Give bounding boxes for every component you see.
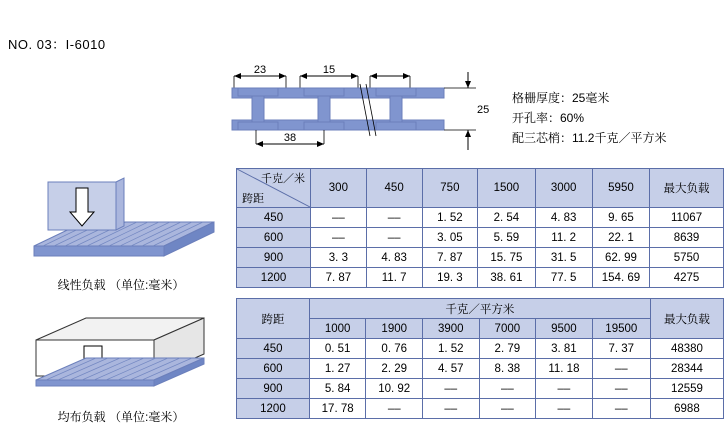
table2-col-header-5: 19500 <box>592 319 650 339</box>
table1-corner-cell <box>237 169 311 208</box>
table1-corner-top-label: 千克／米 <box>261 173 305 185</box>
table2-max-3: 6988 <box>650 399 723 419</box>
table1-cell-1-4: 11. 2 <box>535 228 592 248</box>
part-number: NO. 03：I-6010 <box>8 37 106 52</box>
table2-row-span-3: 1200 <box>237 399 310 419</box>
table2-cell-2-4: –– <box>536 379 593 399</box>
table-row <box>237 359 724 379</box>
linear-load-table <box>236 168 724 288</box>
table-row <box>237 339 724 359</box>
spec-line-thickness: 格栅厚度：25毫米 <box>512 91 610 105</box>
table1-cell-3-0: 7. 87 <box>311 268 367 288</box>
uniform-load-caption: 均布负载 （单位:毫米） <box>57 410 185 424</box>
table1-cell-0-4: 4. 83 <box>535 208 592 228</box>
table2-cell-0-0: 0. 51 <box>309 339 366 359</box>
table-header-row <box>237 299 724 319</box>
table1-col-header-2: 750 <box>422 169 478 208</box>
table2-cell-1-3: 8. 38 <box>479 359 536 379</box>
table1-row-span-2: 900 <box>237 248 311 268</box>
table2-col-header-3: 7000 <box>479 319 536 339</box>
table1-cell-2-3: 15. 75 <box>478 248 535 268</box>
table2-cell-1-1: 2. 29 <box>366 359 423 379</box>
spec-line-open-ratio: 开孔率：60% <box>512 111 585 125</box>
table1-row-span-0: 450 <box>237 208 311 228</box>
table-row <box>237 379 724 399</box>
uniform-load-table <box>236 298 724 419</box>
grating-cross-section-drawing <box>228 58 508 158</box>
spec-line-weight: 配三芯梢：11.2千克／平方米 <box>512 131 667 145</box>
table1-cell-1-1: –– <box>366 228 422 248</box>
table1-cell-3-1: 11. 7 <box>366 268 422 288</box>
table1-cell-2-2: 7. 87 <box>422 248 478 268</box>
table2-cell-0-3: 2. 79 <box>479 339 536 359</box>
table2-cell-0-2: 1. 52 <box>423 339 480 359</box>
table-row <box>237 268 724 288</box>
table1-cell-2-5: 62. 99 <box>592 248 649 268</box>
table2-max-load-header: 最大负载 <box>650 299 723 339</box>
table1-cell-2-0: 3. 3 <box>311 248 367 268</box>
table1-cell-0-0: –– <box>311 208 367 228</box>
table2-cell-3-1: –– <box>366 399 423 419</box>
table-header-row <box>237 169 724 208</box>
table1-corner-bottom-label: 跨距 <box>242 193 264 205</box>
table2-col-header-0: 1000 <box>309 319 366 339</box>
table-row <box>237 208 724 228</box>
table1-max-3: 4275 <box>650 268 724 288</box>
table2-cell-3-2: –– <box>423 399 480 419</box>
table1-cell-3-2: 19. 3 <box>422 268 478 288</box>
table2-cell-2-5: –– <box>592 379 650 399</box>
table1-cell-1-5: 22. 1 <box>592 228 649 248</box>
table2-max-2: 12559 <box>650 379 723 399</box>
table1-col-header-0: 300 <box>311 169 367 208</box>
table1-cell-0-5: 9. 65 <box>592 208 649 228</box>
table-row <box>237 399 724 419</box>
table2-cell-3-0: 17. 78 <box>309 399 366 419</box>
table1-row-span-1: 600 <box>237 228 311 248</box>
svg-text:38: 38 <box>283 132 297 144</box>
svg-text:25: 25 <box>477 104 490 116</box>
table2-max-0: 48380 <box>650 339 723 359</box>
table1-max-load-header: 最大负载 <box>650 169 724 208</box>
table2-cell-3-3: –– <box>479 399 536 419</box>
table2-span-header: 跨距 <box>237 299 310 339</box>
table2-col-header-1: 1900 <box>366 319 423 339</box>
table1-cell-2-4: 31. 5 <box>535 248 592 268</box>
table2-cell-0-4: 3. 81 <box>536 339 593 359</box>
table2-col-header-4: 9500 <box>536 319 593 339</box>
table2-cell-1-5: –– <box>592 359 650 379</box>
table1-col-header-5: 5950 <box>592 169 649 208</box>
table1-col-header-4: 3000 <box>535 169 592 208</box>
table1-cell-1-2: 3. 05 <box>422 228 478 248</box>
table2-cell-0-1: 0. 76 <box>366 339 423 359</box>
spec-text-block <box>512 88 666 148</box>
table1-cell-3-5: 154. 69 <box>592 268 649 288</box>
table1-cell-0-2: 1. 52 <box>422 208 478 228</box>
table2-cell-2-1: 10. 92 <box>366 379 423 399</box>
table1-col-header-1: 450 <box>366 169 422 208</box>
table2-group-header: 千克／平方米 <box>309 299 650 319</box>
table1-cell-0-3: 2. 54 <box>478 208 535 228</box>
table2-cell-3-4: –– <box>536 399 593 419</box>
table1-cell-0-1: –– <box>366 208 422 228</box>
table2-cell-2-3: –– <box>479 379 536 399</box>
table1-max-2: 5750 <box>650 248 724 268</box>
table2-max-1: 28344 <box>650 359 723 379</box>
svg-text:23: 23 <box>253 64 267 76</box>
table2-cell-1-4: 11. 18 <box>536 359 593 379</box>
table2-cell-2-0: 5. 84 <box>309 379 366 399</box>
table2-row-span-2: 900 <box>237 379 310 399</box>
table1-cell-2-1: 4. 83 <box>366 248 422 268</box>
table1-cell-3-3: 38. 61 <box>478 268 535 288</box>
table2-col-header-2: 3900 <box>423 319 480 339</box>
table2-cell-2-2: –– <box>423 379 480 399</box>
table2-row-span-1: 600 <box>237 359 310 379</box>
table1-cell-3-4: 77. 5 <box>535 268 592 288</box>
table1-col-header-3: 1500 <box>478 169 535 208</box>
table2-cell-1-2: 4. 57 <box>423 359 480 379</box>
uniform-load-illustration <box>14 306 224 402</box>
table-row <box>237 228 724 248</box>
svg-text:15: 15 <box>322 64 336 76</box>
linear-load-illustration <box>14 176 224 272</box>
table2-cell-3-5: –– <box>592 399 650 419</box>
table1-max-0: 11067 <box>650 208 724 228</box>
linear-load-caption: 线性负载 （单位:毫米） <box>57 278 185 292</box>
table1-cell-1-0: –– <box>311 228 367 248</box>
table1-row-span-3: 1200 <box>237 268 311 288</box>
table1-cell-1-3: 5. 59 <box>478 228 535 248</box>
table2-cell-1-0: 1. 27 <box>309 359 366 379</box>
table2-cell-0-5: 7. 37 <box>592 339 650 359</box>
table2-row-span-0: 450 <box>237 339 310 359</box>
table-row <box>237 248 724 268</box>
table1-max-1: 8639 <box>650 228 724 248</box>
